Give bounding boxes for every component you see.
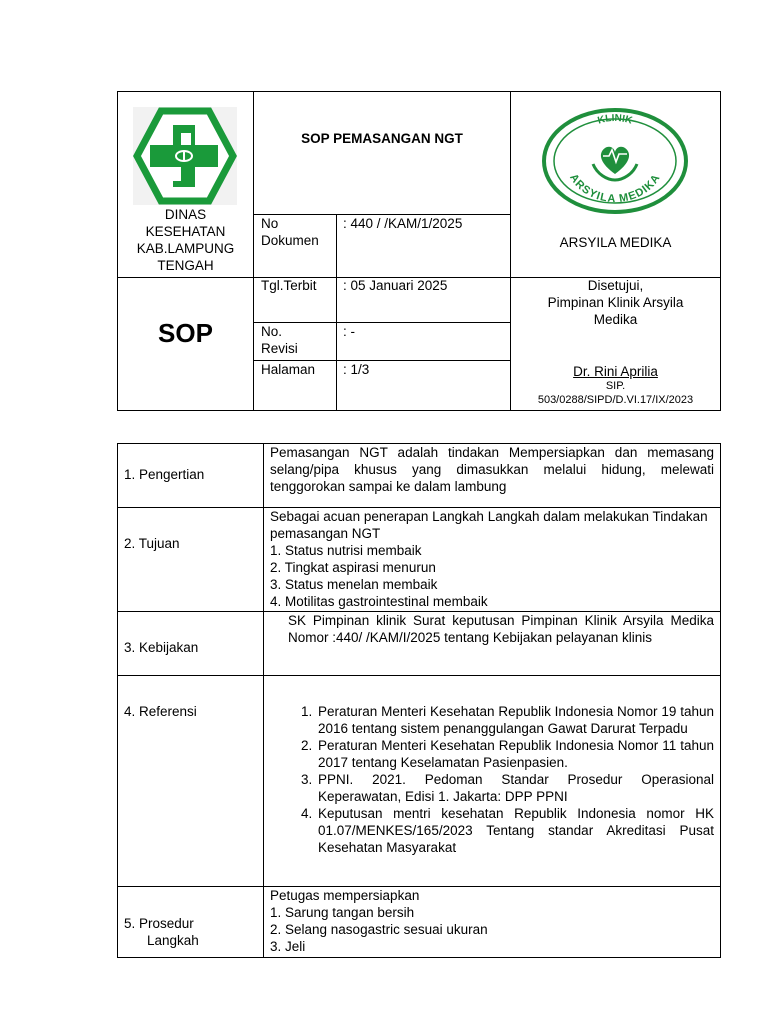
dinas-name: DINAS KESEHATAN KAB.LAMPUNG TENGAH	[136, 207, 235, 273]
sop-label: SOP	[158, 318, 213, 348]
list-item: 4. Keputusan mentri kesehatan Republik Indonesia nomor HK 01.07/MENKES/165/2023 Tentang standar Akreditasi Pusat Kesehatan Masyarakat	[316, 805, 714, 856]
document-title: SOP PEMASANGAN NGT	[301, 131, 463, 146]
list-item: 3. PPNI. 2021. Pedoman Standar Prosedur Operasional Keperawatan, Edisi 1. Jakarta: DPP PPNI	[316, 771, 714, 805]
sip-label: SIP.	[605, 380, 626, 392]
field-label-no-dokumen: No Dokumen	[261, 216, 319, 248]
referensi-list	[294, 703, 714, 856]
section-body-tujuan	[270, 508, 716, 610]
list-item: 2. Selang nasogastric sesuai ukuran	[270, 922, 488, 937]
section-label-pengertian: 1. Pengertian	[124, 467, 205, 482]
svg-text:KLINIK: KLINIK	[596, 112, 634, 127]
section-label-kebijakan: 3. Kebijakan	[124, 640, 199, 655]
field-value-no-revisi: : -	[343, 324, 355, 339]
section-label-tujuan: 2. Tujuan	[124, 536, 180, 551]
list-item: 3. Jeli	[270, 939, 306, 954]
field-value-halaman: : 1/3	[343, 362, 370, 377]
list-item: 1. Sarung tangan bersih	[270, 905, 415, 920]
list-item: 2. Tingkat aspirasi menurun	[270, 560, 436, 575]
prosedur-list	[270, 904, 716, 955]
list-item: 1. Peraturan Menteri Kesehatan Republik Indonesia Nomor 19 tahun 2016 tentang sistem penanggulangan Gawat Darurat Terpadu	[316, 703, 714, 737]
sip-number: 503/0288/SIPD/D.VI.17/IX/2023	[537, 394, 694, 406]
section-body-prosedur	[270, 887, 716, 955]
prosedur-intro: Petugas mempersiapkan	[270, 888, 420, 903]
section-label-referensi: 4. Referensi	[124, 704, 197, 719]
clinic-name: ARSYILA MEDIKA	[559, 235, 672, 250]
list-item: 3. Status menelan membaik	[270, 577, 438, 592]
svg-text:ARSYILA MEDIKA: ARSYILA MEDIKA	[567, 171, 663, 206]
section-text-pengertian: Pemasangan NGT adalah tindakan Mempersiapkan dan memasang selang/pipa khusus yang dimasukkan melalui hidung, melewati tenggorokan sampai ke dalam lambung	[270, 445, 714, 494]
approval-line1: Disetujui,	[587, 278, 644, 293]
section-text-kebijakan: SK Pimpinan klinik Surat keputusan Pimpinan Klinik Arsyila Medika Nomor :440/ /KAM/I/2025 tentang Kebijakan pelayanan klinis	[288, 613, 714, 645]
approval-line2: Pimpinan Klinik Arsyila Medika	[547, 295, 684, 327]
clinic-logo	[541, 108, 689, 214]
field-label-halaman: Halaman	[261, 362, 316, 377]
section-label-prosedur: 5. Prosedur Langkah	[124, 916, 199, 948]
signer-name: Dr. Rini Aprilia	[573, 364, 658, 379]
list-item: 2. Peraturan Menteri Kesehatan Republik Indonesia Nomor 11 tahun 2017 tentang Keselamatan Pasienpasien.	[316, 737, 714, 771]
tujuan-list	[270, 542, 716, 610]
field-value-no-dokumen: : 440 / /KAM/1/2025	[343, 216, 463, 231]
dinas-logo	[133, 107, 237, 205]
tujuan-intro: Sebagai acuan penerapan Langkah Langkah dalam melakukan Tindakan pemasangan NGT	[270, 509, 708, 541]
list-item: 4. Motilitas gastrointestinal membaik	[270, 594, 488, 609]
field-label-tgl-terbit: Tgl.Terbit	[261, 278, 317, 293]
section-body-referensi	[294, 703, 714, 856]
field-value-tgl-terbit: : 05 Januari 2025	[343, 278, 448, 293]
field-label-no-revisi: No. Revisi	[261, 324, 298, 356]
list-item: 1. Status nutrisi membaik	[270, 543, 422, 558]
